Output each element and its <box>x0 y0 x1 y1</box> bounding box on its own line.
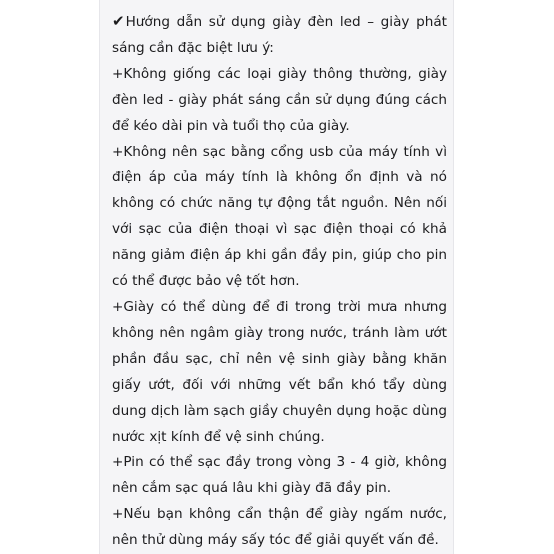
paragraph-3: +Giày có thể dùng để đi trong trời mưa nhưng không nên ngâm giày trong nước, tránh làm ướt phần đầu sạc, chỉ nên vệ sinh giày bằng khăn giấy ướt, đối với những vết bẩn khó tẩy dùng dung dịch làm sạch giầy chuyên dụng hoặc dùng nước xịt kính để vệ sinh chúng. <box>112 298 447 445</box>
instructions-title <box>112 9 447 62</box>
paragraph-4: +Pin có thể sạc đầy trong vòng 3 - 4 giờ, không nên cắm sạc quá lâu khi giày đã đầy pin. <box>112 454 447 497</box>
paragraph-2: +Không nên sạc bằng cổng usb của máy tính vì điện áp của máy tính là không ổn định và nó không có chức năng tự động tắt nguồn. Nên nối với sạc của điện thoại vì sạc điện thoại có khả năng giảm điện áp khi gần đầy pin, giúp cho pin có thể được bảo vệ tốt hơn. <box>112 143 447 290</box>
heavy-check-mark-icon: ✔ <box>112 12 125 30</box>
paragraph-1: +Không giống các loại giày thông thường, giày đèn led - giày phát sáng cần sử dụng đúng cách để kéo dài pin và tuổi thọ của giày. <box>112 65 447 134</box>
title-text: Hướng dẫn sử dụng giày đèn led – giày phát sáng cần đặc biệt lưu ý: <box>112 14 447 56</box>
instructions-text <box>112 9 447 554</box>
paragraph-5: +Nếu bạn không cẩn thận để giày ngấm nước, nên thử dùng máy sấy tóc để giải quyết vấn đề. <box>112 506 447 549</box>
